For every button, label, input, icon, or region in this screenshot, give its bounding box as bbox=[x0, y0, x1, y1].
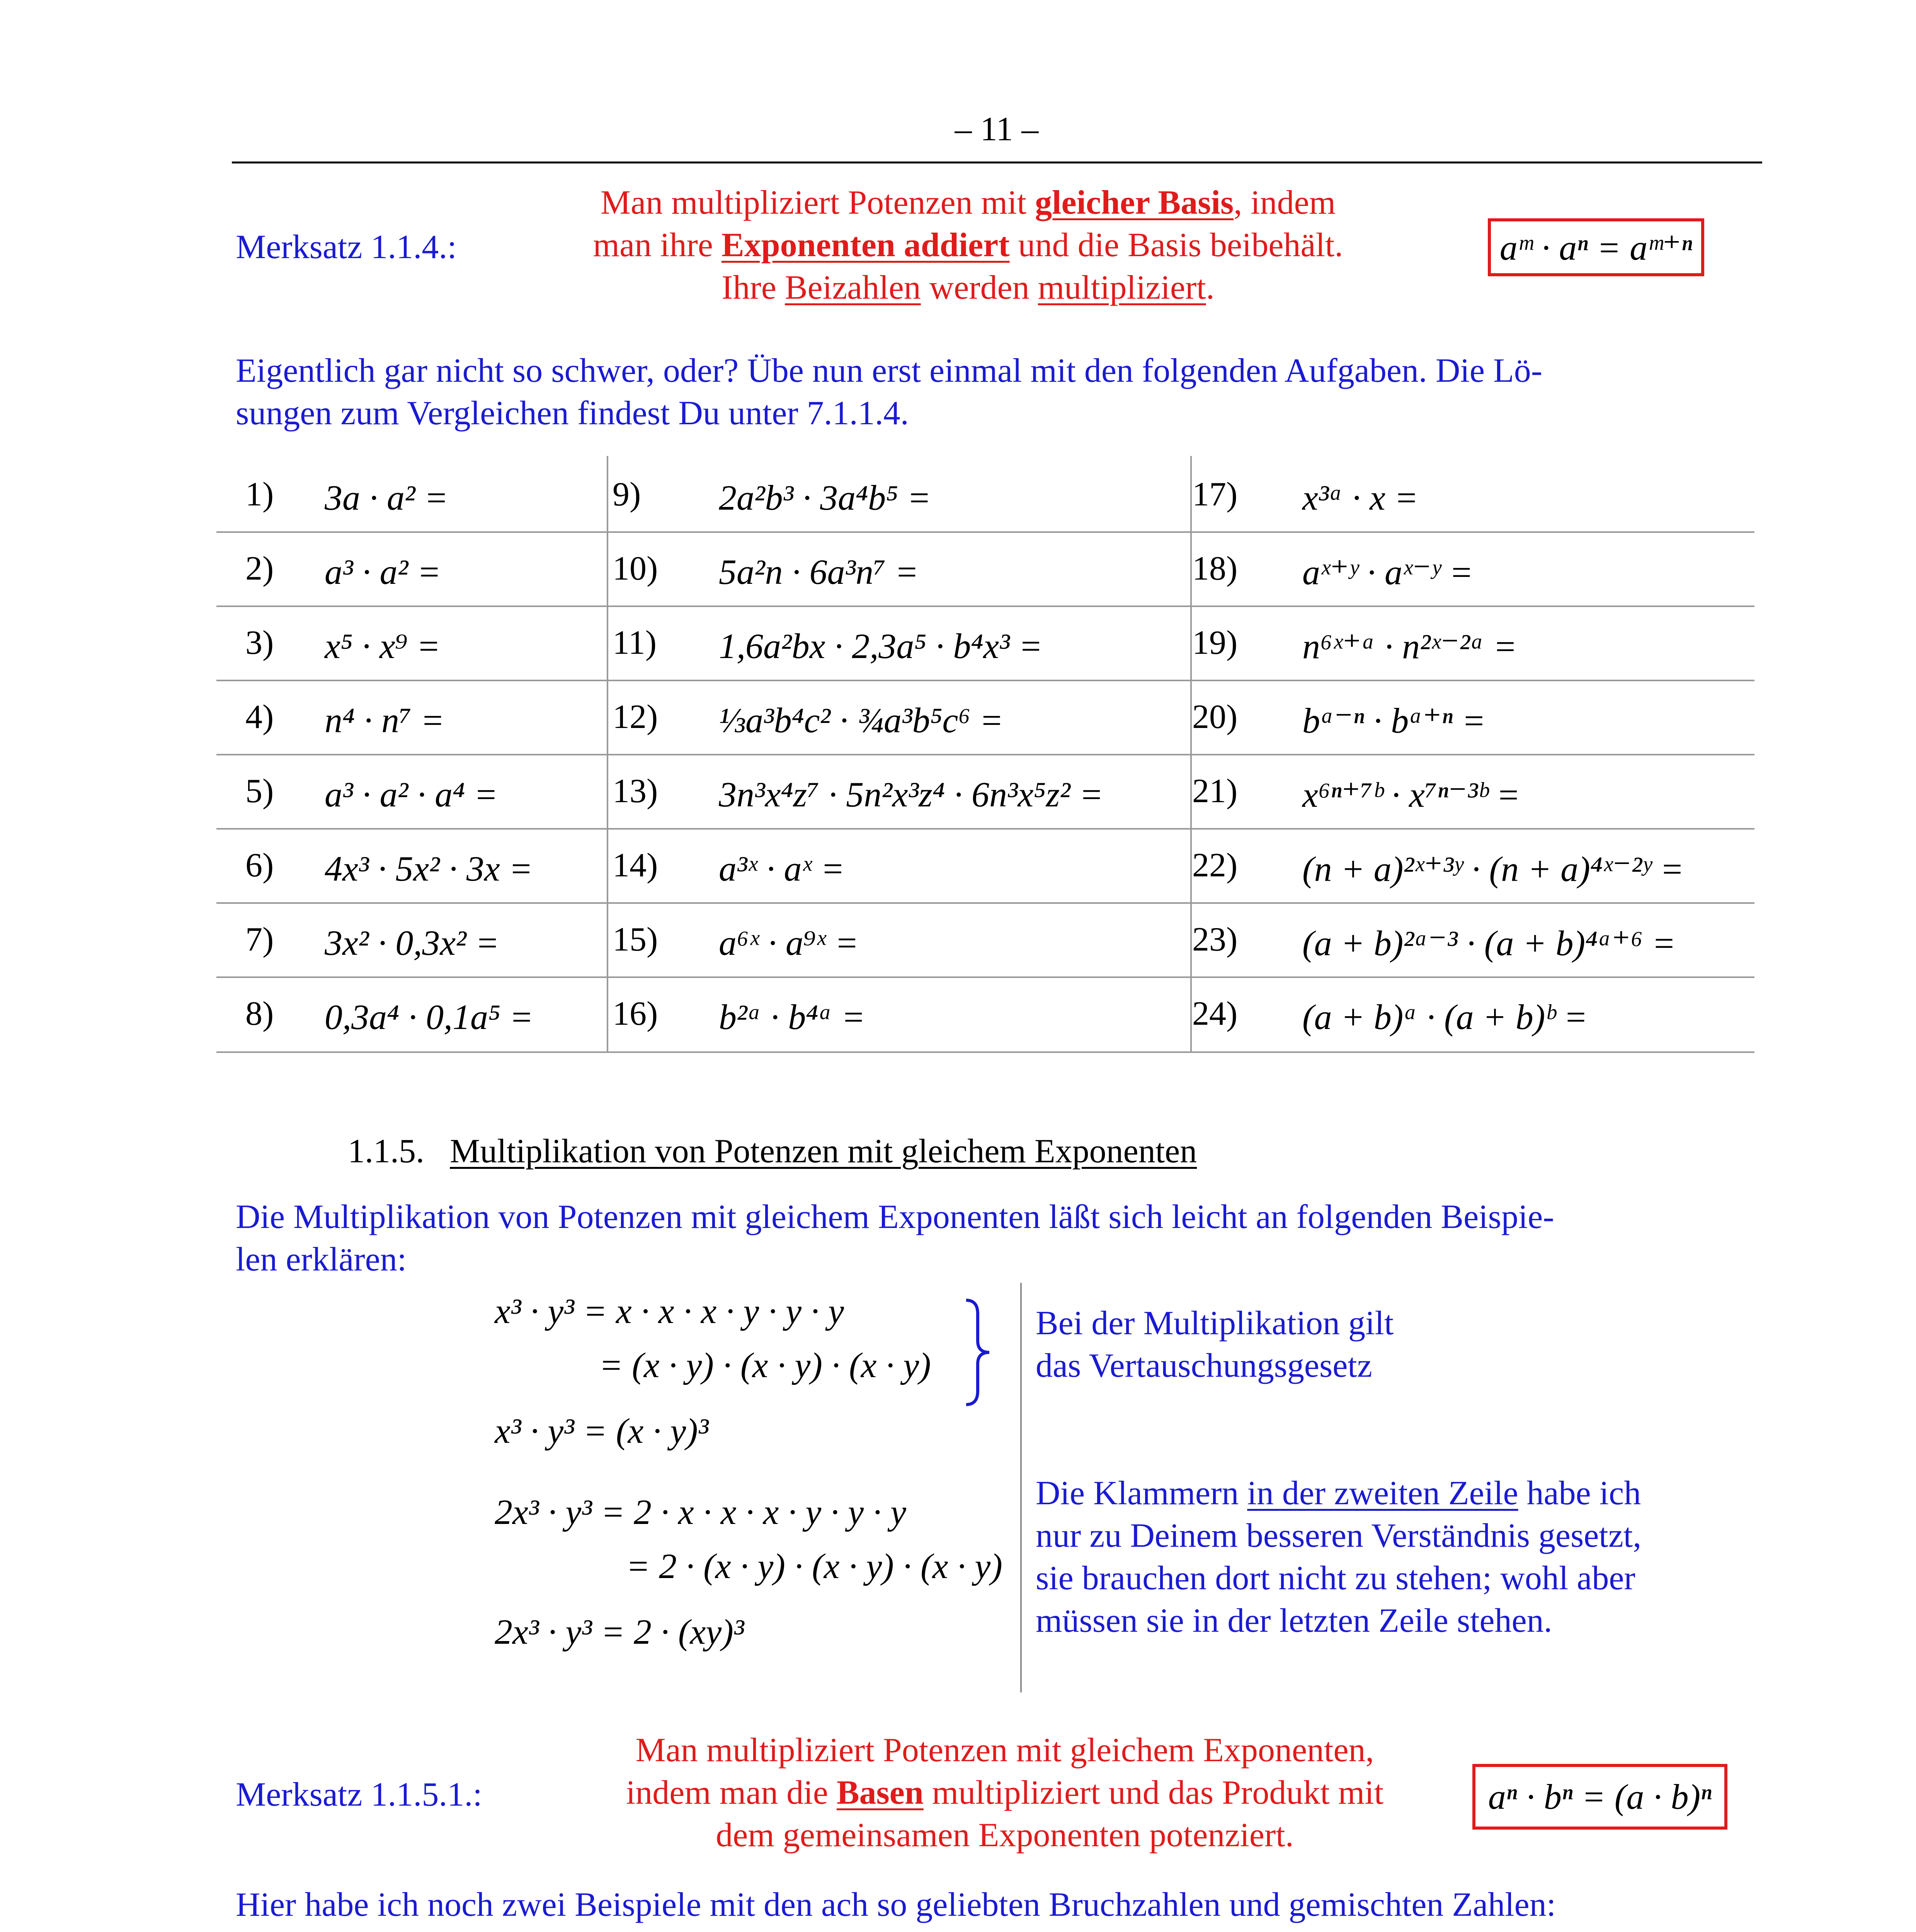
page-number: – 11 – bbox=[955, 111, 1039, 148]
exercise-number: 21) bbox=[1192, 772, 1238, 810]
derivation-line-6: 2x³ · y³ = 2 · (xy)³ bbox=[495, 1612, 744, 1651]
exercise-expression: 3x² · 0,3x² = bbox=[325, 923, 499, 963]
exercise-number: 19) bbox=[1192, 624, 1238, 662]
exercise-number: 1) bbox=[245, 476, 274, 513]
exercise-expression: aˣ⁺ʸ · aˣ⁻ʸ = bbox=[1302, 553, 1474, 592]
exercise-number: 9) bbox=[613, 476, 641, 513]
exercise-expression: (a + b)ᵃ · (a + b)ᵇ = bbox=[1302, 997, 1588, 1037]
exercise-expression: 0,3a⁴ · 0,1a⁵ = bbox=[325, 997, 534, 1037]
exercise-number: 12) bbox=[613, 698, 658, 736]
exercise-expression: a³ · a² = bbox=[325, 552, 441, 592]
exercise-number: 6) bbox=[245, 847, 274, 884]
note-klammern: Die Klammern in der zweiten Zeile habe ich nur zu Deinem besseren Verständnis gesetzt, sie brauchen dort nicht zu stehen; wohl aber müssen sie in der letzten Zeile stehen. bbox=[1036, 1475, 1642, 1639]
exercise-number: 15) bbox=[613, 921, 658, 958]
exercise-number: 3) bbox=[245, 624, 274, 662]
section-115-heading: 1.1.5. Multiplikation von Potenzen mit gleichem Exponenten bbox=[348, 1133, 1197, 1170]
exercise-number: 8) bbox=[245, 995, 274, 1032]
exercise-number: 23) bbox=[1192, 921, 1238, 958]
exercise-number: 17) bbox=[1192, 476, 1238, 513]
examples-intro: Hier habe ich noch zwei Beispiele mit den ach so geliebten Bruchzahlen und gemischten Zahlen: bbox=[236, 1886, 1556, 1923]
exercise-number: 20) bbox=[1192, 698, 1238, 736]
derivation-line-5: = 2 · (x · y) · (x · y) · (x · y) bbox=[626, 1546, 1002, 1586]
derivation-line-2: = (x · y) · (x · y) · (x · y) bbox=[599, 1345, 931, 1385]
exercise-expression: n⁶ˣ⁺ᵃ · n²ˣ⁻²ᵃ = bbox=[1302, 627, 1517, 666]
exercise-number: 18) bbox=[1192, 550, 1238, 587]
intro-text: Eigentlich gar nicht so schwer, oder? Übe nun erst einmal mit den folgenden Aufgaben. Die Lö- sungen zum Vergleichen findest Du unter 7.1.1.4. bbox=[236, 352, 1542, 432]
exercise-number: 7) bbox=[245, 921, 274, 958]
exercise-number: 24) bbox=[1192, 995, 1238, 1032]
exercise-expression: x⁵ · x⁹ = bbox=[325, 626, 441, 666]
merksatz-1151-label: Merksatz 1.1.5.1.: bbox=[236, 1776, 482, 1813]
exercise-number: 11) bbox=[613, 624, 657, 662]
exercise-expression: bᵃ⁻ⁿ · bᵃ⁺ⁿ = bbox=[1302, 701, 1486, 740]
exercise-expression: 3n³x⁴z⁷ · 5n²x³z⁴ · 6n³x⁵z² = bbox=[719, 775, 1103, 814]
exercise-expression: a³ · a² · a⁴ = bbox=[325, 775, 498, 814]
merksatz-114-text: Man multipliziert Potenzen mit gleicher Basis, indem man ihre Exponenten addiert und die Basis beibehält. Ihre Beizahlen werden multipliziert. bbox=[593, 184, 1343, 306]
exercise-expression: (n + a)²ˣ⁺³ʸ · (n + a)⁴ˣ⁻²ʸ = bbox=[1302, 849, 1684, 889]
exercise-expression: 5a²n · 6a³n⁷ = bbox=[719, 552, 919, 592]
merksatz-1151-text: Man multipliziert Potenzen mit gleichem Exponenten, indem man die Basen multipliziert und das Produkt mit dem gemeinsamen Exponenten potenziert. bbox=[626, 1731, 1384, 1854]
exercise-number: 4) bbox=[245, 698, 274, 736]
exercise-expression: 2a²b³ · 3a⁴b⁵ = bbox=[719, 478, 931, 517]
exercise-expression: x⁶ⁿ⁺⁷ᵇ · x⁷ⁿ⁻³ᵇ = bbox=[1302, 775, 1520, 815]
derivation-line-4: 2x³ · y³ = 2 · x · x · x · y · y · y bbox=[495, 1492, 906, 1532]
exercise-expression: a³ˣ · aˣ = bbox=[719, 849, 845, 888]
exercise-expression: b²ᵃ · b⁴ᵃ = bbox=[719, 997, 865, 1037]
merksatz-114-formula: aᵐ · aⁿ = aᵐ⁺ⁿ bbox=[1488, 218, 1704, 276]
exercise-number: 14) bbox=[613, 847, 658, 884]
merksatz-1151-formula: aⁿ · bⁿ = (a · b)ⁿ bbox=[1472, 1764, 1727, 1830]
exercise-expression: a⁶ˣ · a⁹ˣ = bbox=[719, 923, 859, 963]
exercise-number: 10) bbox=[613, 550, 658, 587]
exercise-expression: 1,6a²bx · 2,3a⁵ · b⁴x³ = bbox=[719, 626, 1043, 666]
exercise-number: 2) bbox=[245, 550, 274, 587]
exercise-number: 13) bbox=[613, 772, 658, 810]
note-vertauschung: Bei der Multiplikation gilt das Vertauschungsgesetz bbox=[1036, 1304, 1394, 1384]
exercise-number: 16) bbox=[613, 995, 658, 1032]
derivation-line-3: x³ · y³ = (x · y)³ bbox=[495, 1411, 709, 1451]
section-115-intro: Die Multiplikation von Potenzen mit gleichem Exponenten läßt sich leicht an folgenden Beispie- len erklären: bbox=[236, 1198, 1554, 1278]
exercise-expression: 3a · a² = bbox=[325, 478, 448, 517]
exercise-number: 5) bbox=[245, 772, 274, 810]
exercise-expression: n⁴ · n⁷ = bbox=[325, 701, 445, 740]
derivation-line-1: x³ · y³ = x · x · x · y · y · y bbox=[495, 1291, 844, 1331]
exercise-expression: (a + b)²ᵃ⁻³ · (a + b)⁴ᵃ⁺⁶ = bbox=[1302, 923, 1676, 963]
exercise-expression: ⅓a³b⁴c² · ¾a³b⁵c⁶ = bbox=[719, 701, 1004, 740]
exercise-expression: 4x³ · 5x² · 3x = bbox=[325, 849, 533, 888]
exercise-expression: x³ᵃ · x = bbox=[1302, 478, 1418, 517]
merksatz-114-label: Merksatz 1.1.4.: bbox=[236, 228, 457, 266]
exercise-number: 22) bbox=[1192, 847, 1238, 884]
